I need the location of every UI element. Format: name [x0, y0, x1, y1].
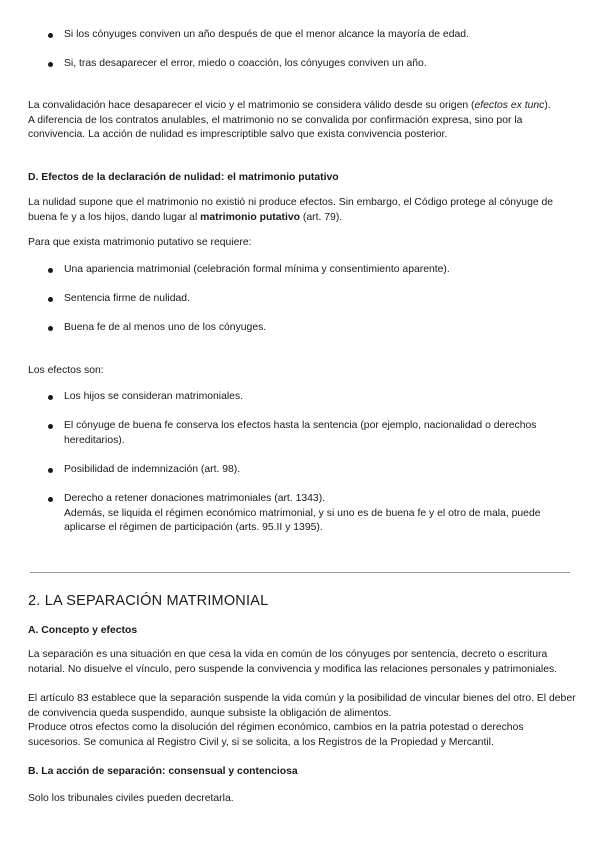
- list-item: El cónyuge de buena fe conserva los efectos hasta la sentencia (por ejemplo, nacionalidad o derechos hereditarios).: [64, 420, 537, 446]
- efecto-4-line2: Además, se liquida el régimen económico matrimonial, y si uno es de buena fe y el otro de mala, puede aplicarse el régimen de participación (arts. 95.II y 1395).: [64, 507, 541, 534]
- convalidacion-italic: efectos ex tunc: [474, 100, 545, 111]
- bullet-dot: [48, 424, 53, 429]
- section-d-heading: D. Efectos de la declaración de nulidad: el matrimonio putativo: [28, 172, 339, 183]
- bullet-dot: [48, 33, 53, 38]
- bullet-dot: [48, 395, 53, 400]
- list-item: Posibilidad de indemnización (art. 98).: [64, 464, 241, 475]
- section-2a-paragraph-1: La separación es una situación en que cesa la vida en común de los cónyuges por sentencia, decreto o escritura notarial. No disuelve el vínculo, pero suspende la convivencia y modifica las relaciones personales y patrimoniales.: [28, 649, 558, 675]
- list-item: Los hijos se consideran matrimoniales.: [64, 391, 244, 402]
- list-item: [64, 492, 574, 536]
- bullet-dot: [48, 497, 53, 502]
- section-d-paragraph-3: Los efectos son:: [28, 365, 104, 376]
- convalidacion-text: La convalidación hace desaparecer el vicio y el matrimonio se considera válido desde su origen (: [28, 100, 475, 111]
- section-d-paragraph-2: Para que exista matrimonio putativo se requiere:: [28, 237, 252, 248]
- list-item: Una apariencia matrimonial (celebración formal mínima y consentimiento aparente).: [64, 264, 450, 275]
- nulidad-text-end: (art. 79).: [300, 211, 343, 223]
- list-item: Sentencia firme de nulidad.: [64, 293, 190, 304]
- matrimonio-putativo-bold: matrimonio putativo: [200, 211, 301, 223]
- convalidacion-text-end: ).: [544, 100, 551, 111]
- section-2b-heading: B. La acción de separación: consensual y contenciosa: [28, 766, 298, 777]
- section-2a-paragraph-3: Produce otros efectos como la disolución del régimen económico, cambios en la patria potestad o derechos sucesorios. Se comunica al Registro Civil y, si se solicita, a los Registros de la Propiedad y Mercantil.: [28, 722, 524, 748]
- section-2a-paragraph-2: El artículo 83 establece que la separación suspende la vida común y la posibilidad de vincular bienes del otro. El deber de convivencia queda suspendido, aunque subsiste la obligación de alimentos.: [28, 693, 576, 719]
- efecto-4-line1: Derecho a retener donaciones matrimoniales (art. 1343).: [64, 493, 326, 504]
- nulidad-text: La nulidad supone que el matrimonio no existió ni produce efectos. Sin embargo, el Código protege al cónyuge de buena fe y a los hijos, dando lugar al: [28, 197, 554, 223]
- bullet-dot: [48, 326, 53, 331]
- bullet-dot: [48, 297, 53, 302]
- convalidacion-line2: A diferencia de los contratos anulables, el matrimonio no se convalida por confirmación expresa, sino por la convivencia. La acción de nulidad es imprescriptible salvo que exista convivencia posterior.: [28, 114, 523, 141]
- list-item: Si los cónyuges conviven un año después de que el menor alcance la mayoría de edad.: [64, 29, 469, 40]
- convalidacion-paragraph: [28, 99, 576, 143]
- bullet-dot: [48, 268, 53, 273]
- bullet-dot: [48, 62, 53, 67]
- list-item: Si, tras desaparecer el error, miedo o coacción, los cónyuges conviven un año.: [64, 58, 427, 69]
- section-2a-heading: A. Concepto y efectos: [28, 625, 138, 636]
- section-divider: [30, 572, 570, 573]
- section-2b-paragraph-1: Solo los tribunales civiles pueden decretarla.: [28, 793, 234, 804]
- list-item: Buena fe de al menos uno de los cónyuges.: [64, 322, 267, 333]
- section-d-paragraph-1: [28, 196, 576, 225]
- bullet-dot: [48, 468, 53, 473]
- section-2-heading: 2. LA SEPARACIÓN MATRIMONIAL: [28, 593, 269, 609]
